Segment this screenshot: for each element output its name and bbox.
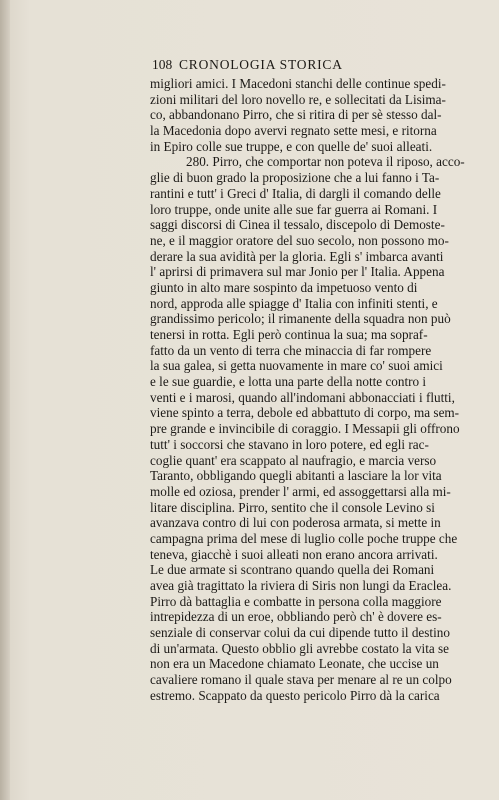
- text-line: litare disciplina. Pirro, sentito che il console Levino si: [150, 499, 435, 515]
- text-line: di un'armata. Questo obblio gli avrebbe costato la vita se: [150, 640, 450, 656]
- text-line: nord, approda alle spiagge d' Italia con infiniti stenti, e: [150, 295, 438, 311]
- text-line: la Macedonia dopo avervi regnato sette mesi, e ritorna: [150, 123, 437, 139]
- text-line: la sua galea, si getta nuovamente in mare co' suoi amici: [150, 358, 443, 374]
- text-line: zioni militari del loro novello re, e sollecitati da Lisima-: [150, 91, 446, 107]
- text-line: avea già tragittato la riviera di Siris non lungi da Eraclea.: [150, 578, 452, 593]
- text-line: estremo. Scappato da questo pericolo Pirro dà la carica: [150, 687, 440, 703]
- running-header: [152, 57, 388, 75]
- text-line: l' aprirsi di primavera sul mar Jonio per l' Italia. Appena: [150, 264, 445, 280]
- text-line: loro truppe, onde unite alle sue far guerra ai Romani. I: [150, 201, 438, 217]
- text-line: campagna prima del mese di luglio colle poche truppe che: [150, 530, 458, 546]
- text-line: 280. Pirro, che comportar non poteva il riposo, acco-: [186, 154, 465, 170]
- text-line: intrepidezza di un eroe, obbliando però ch' è dovere es-: [150, 609, 442, 625]
- text-line: co, abbandonano Pirro, che si ritira di per sè stesso dal-: [150, 107, 442, 123]
- text-line: e le sue guardie, e lotta una parte della notte contro i: [150, 374, 427, 390]
- text-line: ne, e il maggior oratore del suo secolo, non possono mo-: [150, 232, 449, 248]
- text-line: avanzava contro di lui con poderosa armata, si mette in: [150, 515, 441, 531]
- text-line: non era un Macedone chiamato Leonate, che uccise un: [150, 656, 439, 672]
- text-line: pre grande e invincibile di coraggio. I Messapii gli offrono: [150, 421, 460, 437]
- text-line: Le due armate si scontrano quando quella dei Romani: [150, 562, 435, 578]
- text-line: senziale di conservar colui da cui dipende tutto il destino: [150, 625, 450, 641]
- text-line: Pirro dà battaglia e combatte in persona colla maggiore: [150, 593, 442, 609]
- running-title: CRONOLOGIA STORICA: [179, 57, 343, 72]
- page-number: 108: [152, 57, 173, 72]
- text-line: tenersi in rotta. Egli però continua la sua; ma sopraf-: [150, 327, 428, 342]
- text-line: giunto in alto mare sospinto da impetuoso vento di: [150, 279, 418, 295]
- text-line: migliori amici. I Macedoni stanchi delle continue spedi-: [150, 76, 446, 91]
- text-line: molle ed oziosa, prender l' armi, ed assoggettarsi alla mi-: [150, 483, 451, 499]
- text-line: teneva, giacchè i suoi alleati non erano ancora arrivati.: [150, 546, 438, 562]
- text-line: viene spinto a terra, debole ed abbattuto di corpo, ma sem-: [150, 405, 460, 421]
- text-line: saggi discorsi di Cinea il tessalo, discepolo di Demoste-: [150, 217, 445, 233]
- page-gutter: [0, 0, 10, 800]
- text-line: grandissimo pericolo; il rimanente della squadra non può: [150, 311, 451, 327]
- body-text: [150, 76, 478, 704]
- text-line: derare la sua avidità per la gloria. Egli s' imbarca avanti: [150, 248, 444, 264]
- text-line: glie di buon grado la proposizione che a lui fanno i Ta-: [150, 170, 440, 186]
- text-line: coglie quant' era scappato al naufragio, e marcia verso: [150, 452, 437, 468]
- text-line: rantini e tutt' i Greci d' Italia, di dargli il comando delle: [150, 185, 441, 201]
- text-line: venti e i marosi, quando all'indomani abbonacciati i flutti,: [150, 389, 455, 405]
- text-line: Taranto, obbligando quegli abitanti a lasciare la lor vita: [150, 468, 442, 484]
- text-line: fatto da un vento di terra che minaccia di far rompere: [150, 342, 432, 358]
- text-line: in Epiro colle sue truppe, e con quelle de' suoi alleati.: [150, 138, 433, 154]
- text-line: tutt' i soccorsi che stavano in loro potere, ed egli rac-: [150, 436, 429, 452]
- text-line: cavaliere romano il quale stava per menare al re un colpo: [150, 672, 452, 688]
